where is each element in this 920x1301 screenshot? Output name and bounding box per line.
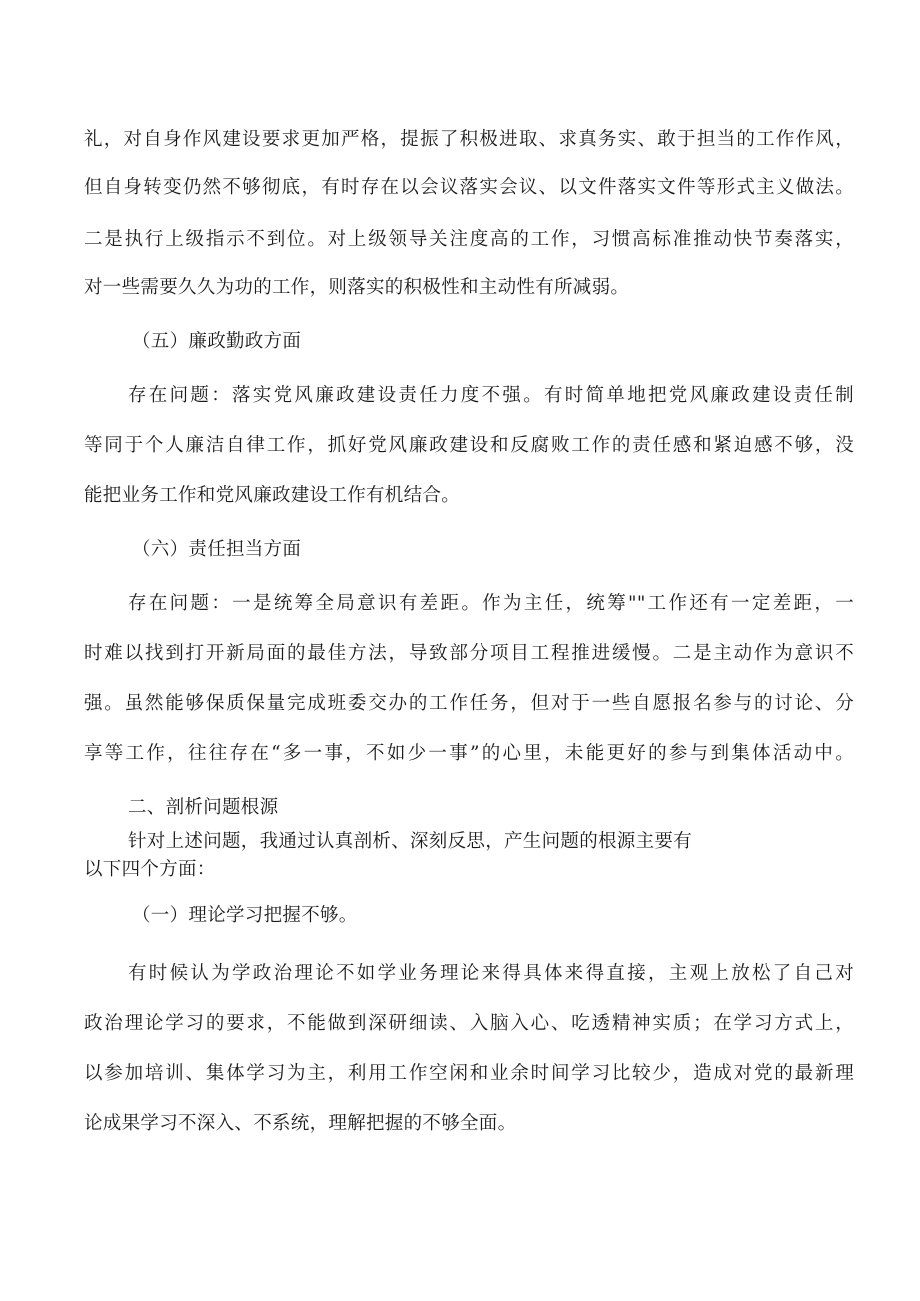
section-heading: （一）理论学习把握不够。: [132, 905, 358, 926]
section-heading: （五）廉政勤政方面: [132, 331, 302, 352]
paragraph-line: 二是执行上级指示不到位。对上级领导关注度高的工作，习惯高标准推动快节奏落实，: [84, 229, 854, 250]
paragraph-line: 礼，对自身作风建设要求更加严格，提振了积极进取、求真务实、敢于担当的工作作风，: [84, 129, 854, 150]
paragraph-line: 存在问题：落实党风廉政建设责任力度不强。有时简单地把党风廉政建设责任制: [128, 385, 854, 406]
paragraph-line: 对一些需要久久为功的工作，则落实的积极性和主动性有所减弱。: [84, 277, 630, 298]
paragraph-line: 能把业务工作和党风廉政建设工作有机结合。: [84, 485, 461, 506]
paragraph-line: 有时候认为学政治理论不如学业务理论来得具体来得直接，主观上放松了自己对: [128, 963, 854, 984]
chapter-heading: 二、剖析问题根源: [128, 797, 279, 818]
paragraph-line: 强。虽然能够保质保量完成班委交办的工作任务，但对于一些自愿报名参与的讨论、分: [84, 693, 854, 714]
paragraph-line: 存在问题：一是统筹全局意识有差距。作为主任，统筹""工作还有一定差距，一: [128, 593, 854, 614]
paragraph-line: 享等工作，往往存在“多一事，不如少一事”的心里，未能更好的参与到集体活动中。: [84, 743, 854, 764]
paragraph-line: 等同于个人廉洁自律工作，抓好党风廉政建设和反腐败工作的责任感和紧迫感不够，没: [84, 435, 854, 456]
paragraph-line: 论成果学习不深入、不系统，理解把握的不够全面。: [84, 1113, 517, 1134]
paragraph-line: 以参加培训、集体学习为主，利用工作空闲和业余时间学习比较少，造成对党的最新理: [84, 1063, 854, 1084]
paragraph-line: 政治理论学习的要求，不能做到深研细读、入脑入心、吃透精神实质；在学习方式上，: [84, 1013, 854, 1034]
paragraph-line: 以下四个方面：: [84, 859, 216, 880]
paragraph-line: 但自身转变仍然不够彻底，有时存在以会议落实会议、以文件落实文件等形式主义做法。: [84, 177, 854, 198]
paragraph-line: 时难以找到打开新局面的最佳方法，导致部分项目工程推进缓慢。二是主动作为意识不: [84, 643, 854, 664]
section-heading: （六）责任担当方面: [132, 539, 302, 560]
paragraph-line: 针对上述问题，我通过认真剖析、深刻反思，产生问题的根源主要有: [128, 831, 693, 852]
